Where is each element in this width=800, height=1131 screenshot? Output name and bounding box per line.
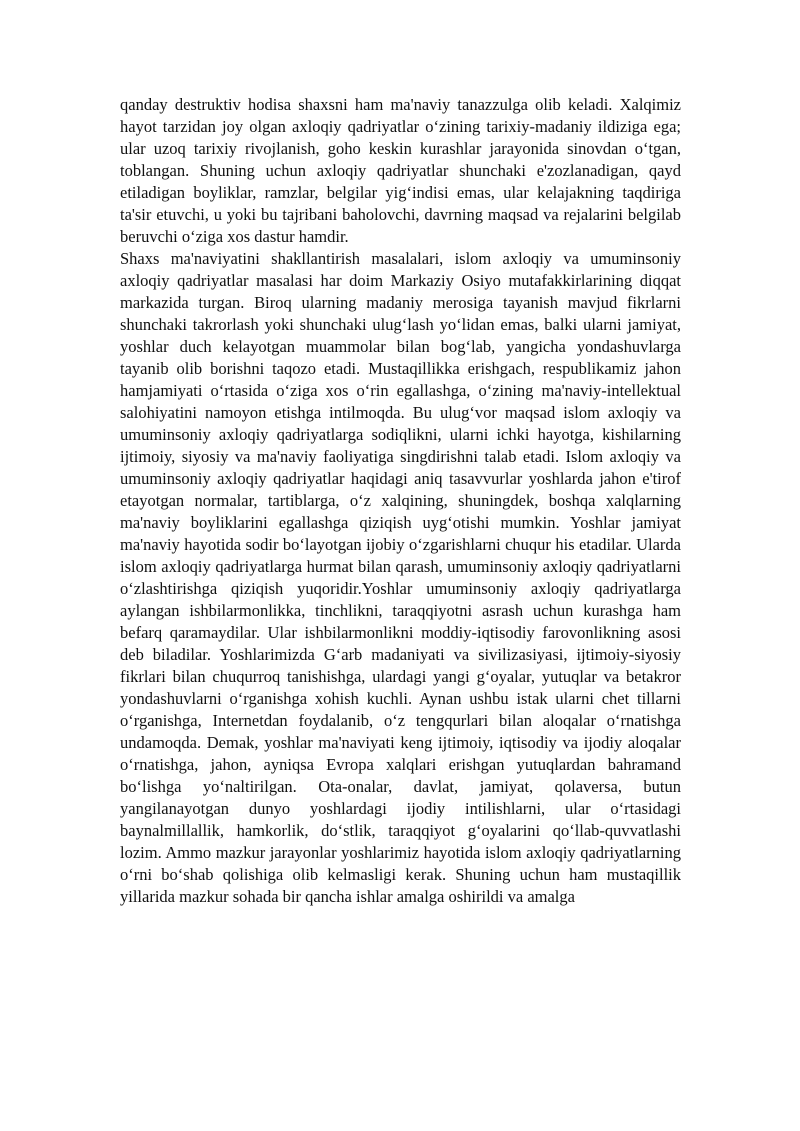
paragraph: qanday destruktiv hodisa shaxsni ham ma'naviy tanazzulga olib keladi. Xalqimiz hayot tarzidan joy olgan axloqiy qadriyatlar o‘zining tarixiy-madaniy ildiziga ega; ular uzoq tarixiy rivojlanish, goho keskin kurashlar jarayonida sinovdan o‘tgan, toblangan. Shuning uchun axloqiy qadriyatlar shunchaki e'zozlanadigan, qayd etiladigan boyliklar, ramzlar, belgilar yig‘indisi emas, ular kelajakning taqdiriga ta'sir etuvchi, u yoki bu tajribani baholovchi, davrning maqsad va rejalarini belgilab beruvchi o‘ziga xos dastur hamdir.	[120, 95, 681, 246]
document-page	[120, 94, 681, 908]
paragraph: Shaxs ma'naviyatini shakllantirish masalalari, islom axloqiy va umuminsoniy axloqiy qadriyatlar masalasi har doim Markaziy Osiyo mutafakkirlarining diqqat markazida turgan. Biroq ularning madaniy merosiga tayanish mavjud fikrlarni shunchaki takrorlash yoki shunchaki ulug‘lash yo‘lidan emas, balki ularni jamiyat, yoshlar duch kelayotgan muammolar bilan bog‘lab, yangicha yondashuvlarga tayanib olib borishni taqozo etadi. Mustaqillikka erishgach, respublikamiz jahon hamjamiyati o‘rtasida o‘ziga xos o‘rin egallashga, o‘zining ma'naviy-intellektual salohiyatini namoyon etishga intilmoqda. Bu ulug‘vor maqsad islom axloqiy va umuminsoniy axloqiy qadriyatlarga sodiqlikni, ularni ichki hayotga, kishilarning ijtimoiy, siyosiy va ma'naviy faoliyatiga singdirishni talab etadi. Islom axloqiy va umuminsoniy axloqiy qadriyatlar haqidagi aniq tasavvurlar yoshlarda jahon e'tirof etayotgan normalar, tartiblarga, o‘z xalqining, shuningdek, boshqa xalqlarning ma'naviy boyliklarini egallashga qiziqish uyg‘otishi mumkin. Yoshlar jamiyat ma'naviy hayotida sodir bo‘layotgan ijobiy o‘zgarishlarni chuqur his etadilar. Ularda islom axloqiy qadriyatlarga hurmat bilan qarash, umuminsoniy axloqiy qadriyatlarni o‘zlashtirishga qiziqish yuqoridir.Yoshlar umuminsoniy axloqiy qadriyatlarga aylangan ishbilarmonlikka, tinchlikni, taraqqiyotni asrash uchun kurashga ham befarq qaramaydilar. Ular ishbilarmonlikni moddiy-iqtisodiy farovonlikning asosi deb biladilar. Yoshlarimizda G‘arb madaniyati va sivilizasiyasi, ijtimoiy-siyosiy fikrlari bilan chuqurroq tanishishga, ulardagi yangi g‘oyalar, yutuqlar va betakror yondashuvlarni o‘rganishga xohish kuchli. Aynan ushbu istak ularni chet tillarni o‘rganishga, Internetdan foydalanib, o‘z tengqurlari bilan aloqalar o‘rnatishga undamoqda. Demak, yoshlar ma'naviyati keng ijtimoiy, iqtisodiy va ijodiy aloqalar o‘rnatishga, jahon, ayniqsa Evropa xalqlari erishgan yutuqlardan bahramand bo‘lishga yo‘naltirilgan. Ota-onalar, davlat, jamiyat, qolaversa, butun yangilanayotgan dunyo yoshlardagi ijodiy intilishlarni, ular o‘rtasidagi baynalmillallik, hamkorlik, do‘stlik, taraqqiyot g‘oyalarini qo‘llab-quvvatlashi lozim. Ammo mazkur jarayonlar yoshlarimiz hayotida islom axloqiy qadriyatlarning o‘rni bo‘shab qolishiga olib kelmasligi kerak. Shuning uchun ham mustaqillik yillarida mazkur sohada bir qancha ishlar amalga oshirildi va amalga	[120, 249, 681, 906]
